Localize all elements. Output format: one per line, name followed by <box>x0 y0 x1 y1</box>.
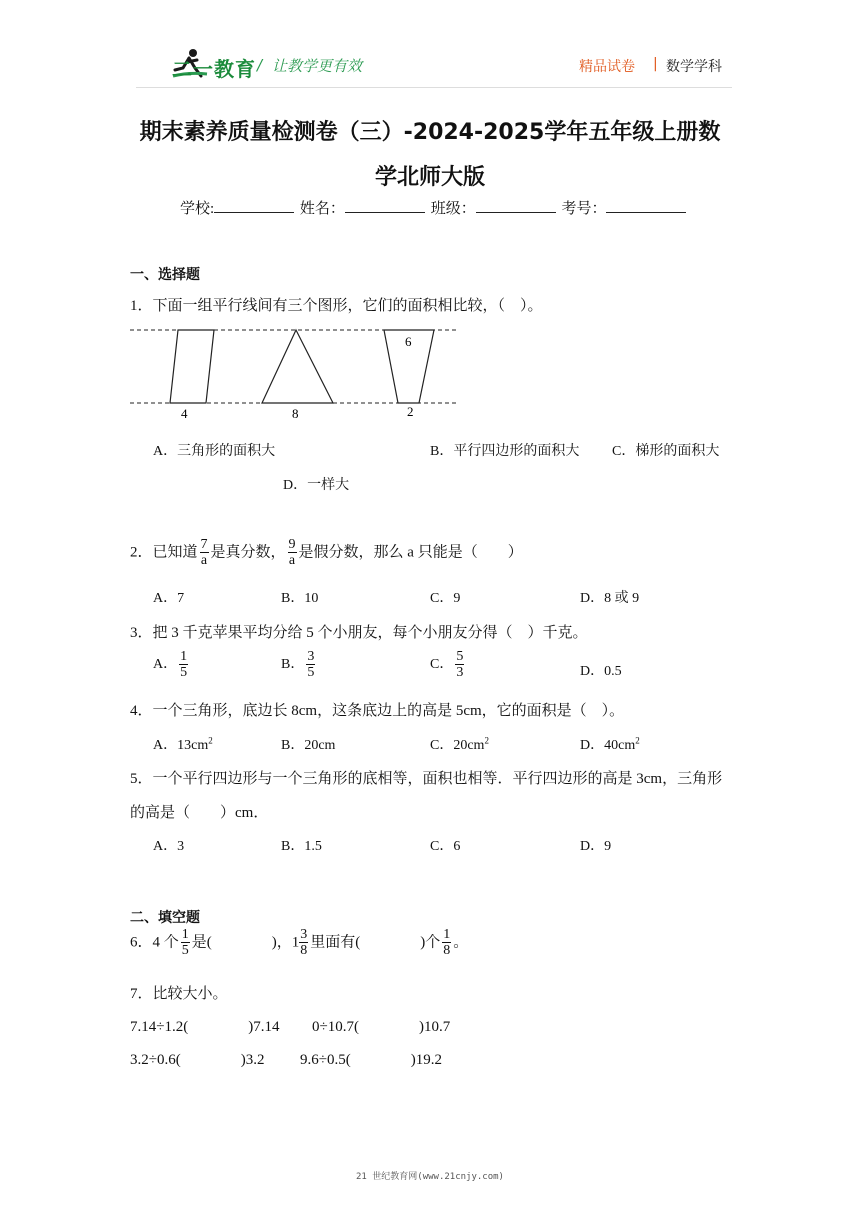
q2-option-c[interactable]: C．9 <box>430 591 461 606</box>
q6-fraction-1-5: $\frac{1}{5}$ <box>181 927 189 958</box>
page-title: 期末素养质量检测卷（三）-2024-2025学年五年级上册数学北师大版 <box>139 120 721 190</box>
q2-mid: 是真分数， <box>210 544 286 561</box>
q2-fraction-7-over-a: $\frac{7}{a}$ <box>200 537 208 568</box>
header-divider <box>136 87 732 88</box>
q1-figure <box>128 322 463 422</box>
q1-option-d[interactable]: D．一样大 <box>283 478 350 493</box>
q2-option-b[interactable]: B．10 <box>281 591 319 606</box>
q4-option-b[interactable]: B．20cm <box>281 738 336 753</box>
question-4-text: 4．一个三角形，底边长 8cm，这条底边上的高是 5cm，它的面积是（ ）。 <box>130 703 625 719</box>
q1-option-b[interactable]: B．平行四边形的面积大 <box>430 444 580 459</box>
q2-fraction-9-over-a: $\frac{9}{a}$ <box>288 537 296 568</box>
name-label: 姓名： <box>299 201 345 217</box>
header-tag: 精品试卷 <box>579 59 635 75</box>
q4-option-d[interactable]: D．$40cm^2$ <box>580 735 640 753</box>
q7-item-2: 0÷10.7( )10.7 <box>312 1019 451 1035</box>
q2-option-d[interactable]: D．8 或 9 <box>580 591 640 606</box>
q3-option-d[interactable]: D．0.5 <box>580 664 622 679</box>
q6-fraction-3-8: $\frac{3}{8}$ <box>300 927 308 958</box>
question-7-text: 7．比较大小。 <box>130 986 228 1002</box>
brand-slogan: 让教学更有效 <box>272 57 363 75</box>
q5-option-d[interactable]: D．9 <box>580 839 612 854</box>
q5-option-c[interactable]: C．6 <box>430 839 461 854</box>
question-1-text: 1．下面一组平行线间有三个图形，它们的面积相比较，（ ）。 <box>130 298 543 314</box>
question-3-text: 3．把 3 千克苹果平均分给 5 个小朋友，每个小朋友分得（ ）千克。 <box>130 625 588 641</box>
class-label: 班级： <box>430 201 476 217</box>
para-base-label: 4 <box>181 406 188 421</box>
class-blank[interactable] <box>476 198 556 213</box>
triangle-shape <box>262 330 333 403</box>
q2-option-a[interactable]: A．7 <box>153 591 185 606</box>
q3-option-b[interactable]: B． $\frac{3}{5}$ <box>281 649 315 680</box>
header-subject: 数学学科 <box>666 59 722 75</box>
q5-option-b[interactable]: B．1.5 <box>281 839 322 854</box>
q7-item-3: 3.2÷0.6( )3.2 <box>130 1052 265 1068</box>
brand-name: 二一教育 <box>172 57 256 81</box>
q6-fraction-1-8: $\frac{1}{8}$ <box>443 927 451 958</box>
tri-base-label: 8 <box>292 406 299 421</box>
trap-top-label: 6 <box>405 334 412 349</box>
exam-no-label: 考号： <box>561 201 607 217</box>
section-choice-heading: 一、选择题 <box>130 267 200 283</box>
question-5-line1: 5．一个平行四边形与一个三角形的底相等，面积也相等．平行四边形的高是 3cm，三角形 <box>130 771 723 787</box>
q1-option-c[interactable]: C．梯形的面积大 <box>612 444 720 459</box>
section-fill-heading: 二、填空题 <box>130 910 200 926</box>
q2-prefix: 2．已知道 <box>130 544 198 561</box>
school-label: 学校: <box>180 201 215 217</box>
q7-item-4: 9.6÷0.5( )19.2 <box>300 1052 442 1068</box>
name-blank[interactable] <box>345 198 425 213</box>
question-2-text <box>130 538 523 568</box>
question-5-line2: 的高是（ ）cm． <box>130 805 269 821</box>
parallelogram-shape <box>170 330 214 403</box>
trap-bottom-label: 2 <box>407 404 414 419</box>
exam-no-blank[interactable] <box>606 198 686 213</box>
student-info-fields <box>180 197 688 218</box>
q4-option-c[interactable]: C．$20cm^2$ <box>430 735 489 753</box>
q7-item-1: 7.14÷1.2( )7.14 <box>130 1019 280 1035</box>
q5-option-a[interactable]: A．3 <box>153 839 185 854</box>
q3-option-c[interactable]: C． $\frac{5}{3}$ <box>430 649 464 680</box>
header-slash: / <box>257 56 263 74</box>
question-6-text: 6．4 个 $\frac{1}{5}$ 是( )，1 $\frac{3}{8}$ 里面有( )个 $\frac{1}{8}$ 。 <box>130 927 469 958</box>
q2-suffix: 是假分数，那么 a 只能是（ ） <box>298 544 523 561</box>
page-footer: 21 世纪教育网(www.21cnjy.com) <box>356 1172 504 1182</box>
q4-option-a[interactable]: A．$13cm^2$ <box>153 735 213 753</box>
header-separator: | <box>653 56 658 72</box>
q1-option-a[interactable]: A．三角形的面积大 <box>153 444 276 459</box>
school-blank[interactable] <box>214 198 294 213</box>
q3-option-a[interactable]: A． $\frac{1}{5}$ <box>153 649 188 680</box>
